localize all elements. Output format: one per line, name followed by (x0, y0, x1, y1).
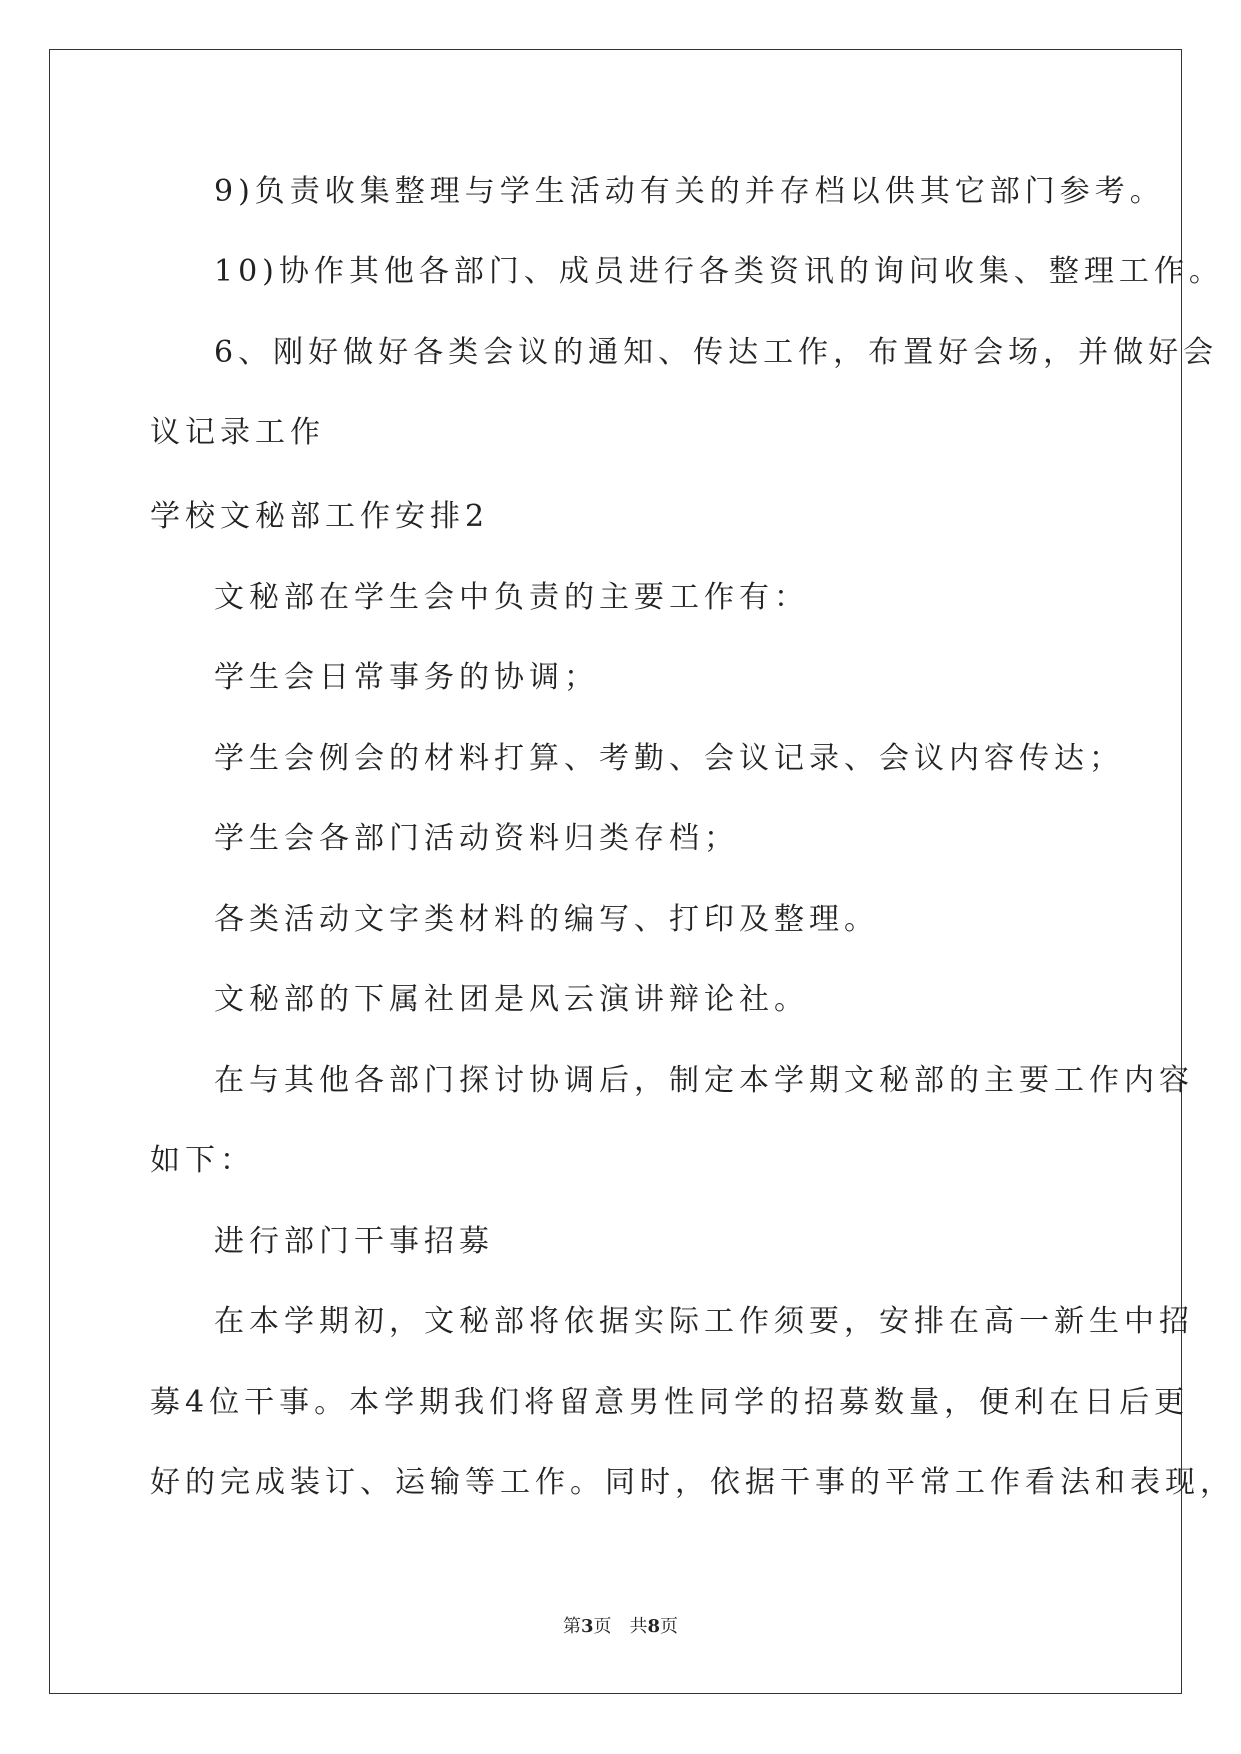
page-border (49, 49, 1182, 1694)
footer-page-suffix: 页 (593, 1616, 612, 1637)
paragraph-line: 在本学期初，文秘部将依据实际工作须要，安排在高一新生中招 (214, 1304, 1194, 1339)
list-item: 学生会例会的材料打算、考勤、会议记录、会议内容传达； (214, 741, 1124, 776)
total-pages-number: 8 (647, 1616, 661, 1637)
list-item: 各类活动文字类材料的编写、打印及整理。 (214, 902, 879, 937)
current-page-number: 3 (580, 1616, 594, 1637)
footer-total-suffix: 页 (660, 1616, 679, 1637)
page-footer (0, 1612, 1241, 1638)
paragraph-line: 在与其他各部门探讨协调后，制定本学期文秘部的主要工作内容 (214, 1063, 1194, 1098)
paragraph-line: 10)协作其他各部门、成员进行各类资讯的询问收集、整理工作。 (214, 254, 1224, 289)
paragraph-line: 议记录工作 (150, 415, 325, 450)
footer-prefix: 第 (562, 1616, 581, 1637)
paragraph-line: 募4位干事。本学期我们将留意男性同学的招募数量，便利在日后更 (150, 1385, 1190, 1420)
list-item: 学生会日常事务的协调； (214, 660, 599, 695)
paragraph-line: 如下： (150, 1143, 255, 1178)
paragraph-line: 文秘部在学生会中负责的主要工作有： (214, 580, 809, 615)
paragraph-line: 文秘部的下属社团是风云演讲辩论社。 (214, 982, 809, 1017)
paragraph-line: 6、刚好做好各类会议的通知、传达工作，布置好会场，并做好会 (214, 335, 1219, 370)
section-heading: 学校文秘部工作安排2 (150, 499, 490, 534)
paragraph-line: 好的完成装订、运输等工作。同时，依据干事的平常工作看法和表现， (150, 1465, 1235, 1500)
subheading: 进行部门干事招募 (214, 1224, 494, 1259)
list-item: 学生会各部门活动资料归类存档； (214, 821, 739, 856)
footer-total-prefix: 共 (629, 1616, 648, 1637)
paragraph-line: 9)负责收集整理与学生活动有关的并存档以供其它部门参考。 (214, 174, 1165, 209)
